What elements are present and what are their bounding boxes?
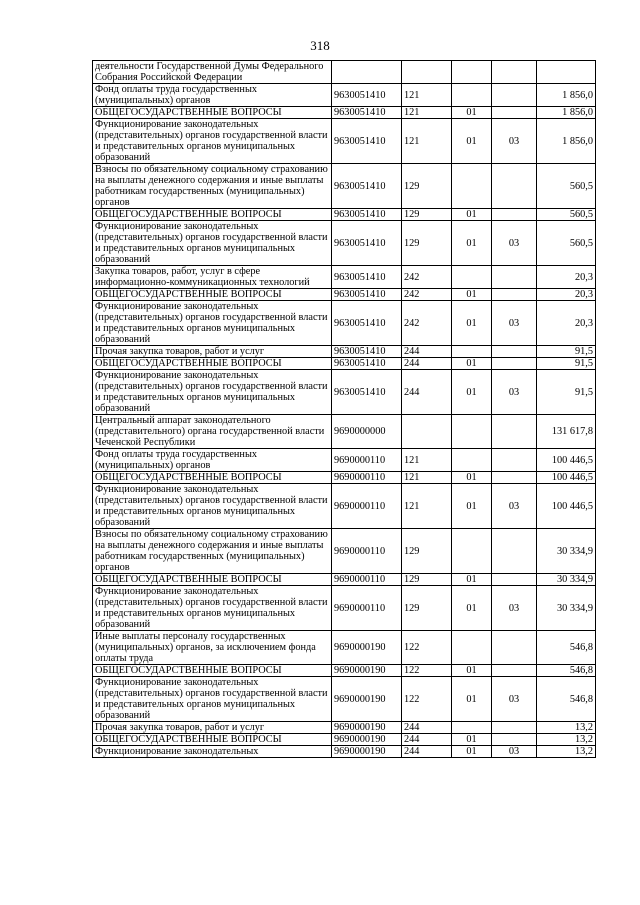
row-expense-type-cell: 129: [402, 529, 452, 574]
row-amount-cell: 13,2: [537, 746, 596, 758]
table-row: [93, 415, 596, 449]
row-name-cell: Фонд оплаты труда государственных (муниципальных) органов: [93, 84, 332, 107]
row-expense-type-cell: 129: [402, 221, 452, 266]
row-amount-cell: 91,5: [537, 346, 596, 358]
row-name-cell: ОБЩЕГОСУДАРСТВЕННЫЕ ВОПРОСЫ: [93, 734, 332, 746]
row-expense-type-cell: 121: [402, 484, 452, 529]
table-row: [93, 574, 596, 586]
row-amount-cell: 30 334,9: [537, 586, 596, 631]
row-name-cell: Функционирование законодательных (представительных) органов государственной власти и представительных органов муниципальных образований: [93, 586, 332, 631]
row-expense-type-cell: [402, 61, 452, 84]
row-section-cell: 01: [452, 484, 492, 529]
row-section-cell: 01: [452, 107, 492, 119]
row-expense-type-cell: 121: [402, 84, 452, 107]
row-name-cell: Закупка товаров, работ, услуг в сфере информационно-коммуникационных технологий: [93, 266, 332, 289]
row-section-cell: 01: [452, 574, 492, 586]
row-code-cell: 9630051410: [332, 346, 402, 358]
budget-table-body: [93, 61, 596, 758]
row-name-cell: ОБЩЕГОСУДАРСТВЕННЫЕ ВОПРОСЫ: [93, 289, 332, 301]
table-row: [93, 665, 596, 677]
table-row: [93, 61, 596, 84]
row-amount-cell: 91,5: [537, 370, 596, 415]
table-row: [93, 529, 596, 574]
row-section-cell: [452, 346, 492, 358]
row-name-cell: Функционирование законодательных: [93, 746, 332, 758]
row-subsection-cell: [492, 84, 537, 107]
row-name-cell: ОБЩЕГОСУДАРСТВЕННЫЕ ВОПРОСЫ: [93, 107, 332, 119]
row-subsection-cell: [492, 266, 537, 289]
row-code-cell: 9690000190: [332, 746, 402, 758]
table-row: [93, 266, 596, 289]
row-code-cell: 9630051410: [332, 301, 402, 346]
table-row: [93, 221, 596, 266]
row-section-cell: 01: [452, 289, 492, 301]
row-name-cell: Иные выплаты персоналу государственных (муниципальных) органов, за исключением фонда оплаты труда: [93, 631, 332, 665]
row-amount-cell: 91,5: [537, 358, 596, 370]
row-section-cell: [452, 449, 492, 472]
row-section-cell: 01: [452, 677, 492, 722]
row-amount-cell: 30 334,9: [537, 529, 596, 574]
row-name-cell: Функционирование законодательных (представительных) органов государственной власти и представительных органов муниципальных образований: [93, 484, 332, 529]
row-section-cell: 01: [452, 119, 492, 164]
row-code-cell: 9690000190: [332, 722, 402, 734]
row-expense-type-cell: 242: [402, 266, 452, 289]
row-section-cell: [452, 61, 492, 84]
table-row: [93, 209, 596, 221]
row-expense-type-cell: 121: [402, 472, 452, 484]
row-name-cell: ОБЩЕГОСУДАРСТВЕННЫЕ ВОПРОСЫ: [93, 574, 332, 586]
row-name-cell: Центральный аппарат законодательного (представительного) органа государственной власти Чеченской Республики: [93, 415, 332, 449]
row-expense-type-cell: 244: [402, 722, 452, 734]
row-code-cell: 9690000190: [332, 665, 402, 677]
row-code-cell: 9690000110: [332, 484, 402, 529]
table-row: [93, 472, 596, 484]
row-code-cell: 9690000190: [332, 734, 402, 746]
row-amount-cell: 20,3: [537, 289, 596, 301]
table-row: [93, 449, 596, 472]
row-amount-cell: 20,3: [537, 266, 596, 289]
row-expense-type-cell: 129: [402, 209, 452, 221]
row-section-cell: 01: [452, 301, 492, 346]
row-subsection-cell: [492, 734, 537, 746]
row-code-cell: 9630051410: [332, 119, 402, 164]
row-subsection-cell: [492, 164, 537, 209]
row-subsection-cell: [492, 574, 537, 586]
row-code-cell: 9690000190: [332, 677, 402, 722]
row-code-cell: 9630051410: [332, 107, 402, 119]
table-row: [93, 734, 596, 746]
row-name-cell: Взносы по обязательному социальному страхованию на выплаты денежного содержания и иные выплаты работникам государственных (муниципальных) органов: [93, 164, 332, 209]
row-code-cell: 9630051410: [332, 84, 402, 107]
row-section-cell: [452, 415, 492, 449]
row-amount-cell: 546,8: [537, 631, 596, 665]
row-amount-cell: 560,5: [537, 221, 596, 266]
row-subsection-cell: [492, 346, 537, 358]
row-section-cell: [452, 722, 492, 734]
row-section-cell: 01: [452, 221, 492, 266]
row-code-cell: 9630051410: [332, 164, 402, 209]
row-subsection-cell: 03: [492, 370, 537, 415]
table-row: [93, 484, 596, 529]
row-name-cell: Фонд оплаты труда государственных (муниципальных) органов: [93, 449, 332, 472]
row-name-cell: Прочая закупка товаров, работ и услуг: [93, 346, 332, 358]
row-subsection-cell: [492, 289, 537, 301]
row-section-cell: 01: [452, 358, 492, 370]
row-section-cell: 01: [452, 472, 492, 484]
row-amount-cell: 13,2: [537, 722, 596, 734]
row-amount-cell: [537, 61, 596, 84]
row-code-cell: 9690000190: [332, 631, 402, 665]
table-row: [93, 107, 596, 119]
row-amount-cell: 1 856,0: [537, 119, 596, 164]
table-row: [93, 586, 596, 631]
row-code-cell: 9690000110: [332, 529, 402, 574]
row-code-cell: 9630051410: [332, 370, 402, 415]
table-row: [93, 677, 596, 722]
row-section-cell: [452, 631, 492, 665]
row-subsection-cell: 03: [492, 746, 537, 758]
row-amount-cell: 100 446,5: [537, 484, 596, 529]
row-expense-type-cell: 129: [402, 574, 452, 586]
row-amount-cell: 100 446,5: [537, 449, 596, 472]
row-amount-cell: 20,3: [537, 301, 596, 346]
row-amount-cell: 13,2: [537, 734, 596, 746]
row-subsection-cell: [492, 358, 537, 370]
row-name-cell: Функционирование законодательных (представительных) органов государственной власти и представительных органов муниципальных образований: [93, 119, 332, 164]
row-expense-type-cell: 244: [402, 346, 452, 358]
row-amount-cell: 131 617,8: [537, 415, 596, 449]
row-subsection-cell: [492, 631, 537, 665]
row-subsection-cell: [492, 209, 537, 221]
row-expense-type-cell: 129: [402, 586, 452, 631]
row-expense-type-cell: 244: [402, 746, 452, 758]
table-row: [93, 722, 596, 734]
row-name-cell: Функционирование законодательных (представительных) органов государственной власти и представительных органов муниципальных образований: [93, 301, 332, 346]
row-name-cell: Функционирование законодательных (представительных) органов государственной власти и представительных органов муниципальных образований: [93, 370, 332, 415]
table-row: [93, 164, 596, 209]
row-subsection-cell: 03: [492, 586, 537, 631]
row-section-cell: 01: [452, 586, 492, 631]
row-subsection-cell: [492, 722, 537, 734]
row-code-cell: 9690000110: [332, 586, 402, 631]
row-code-cell: 9630051410: [332, 221, 402, 266]
row-expense-type-cell: 122: [402, 631, 452, 665]
row-code-cell: 9690000110: [332, 449, 402, 472]
row-subsection-cell: [492, 665, 537, 677]
row-code-cell: 9690000110: [332, 574, 402, 586]
row-expense-type-cell: 122: [402, 665, 452, 677]
row-name-cell: Прочая закупка товаров, работ и услуг: [93, 722, 332, 734]
row-name-cell: деятельности Государственной Думы Федерального Собрания Российской Федерации: [93, 61, 332, 84]
row-amount-cell: 1 856,0: [537, 84, 596, 107]
row-subsection-cell: 03: [492, 119, 537, 164]
table-row: [93, 84, 596, 107]
row-code-cell: 9690000000: [332, 415, 402, 449]
row-amount-cell: 546,8: [537, 677, 596, 722]
row-expense-type-cell: 244: [402, 358, 452, 370]
row-subsection-cell: [492, 529, 537, 574]
row-expense-type-cell: 244: [402, 734, 452, 746]
row-section-cell: 01: [452, 746, 492, 758]
row-name-cell: Взносы по обязательному социальному страхованию на выплаты денежного содержания и иные выплаты работникам государственных (муниципальных) органов: [93, 529, 332, 574]
row-expense-type-cell: 121: [402, 119, 452, 164]
row-name-cell: ОБЩЕГОСУДАРСТВЕННЫЕ ВОПРОСЫ: [93, 472, 332, 484]
row-expense-type-cell: [402, 415, 452, 449]
budget-table: [92, 60, 596, 758]
row-expense-type-cell: 121: [402, 107, 452, 119]
row-code-cell: 9630051410: [332, 209, 402, 221]
row-section-cell: [452, 84, 492, 107]
row-amount-cell: 560,5: [537, 164, 596, 209]
table-row: [93, 301, 596, 346]
row-code-cell: 9690000110: [332, 472, 402, 484]
row-amount-cell: 546,8: [537, 665, 596, 677]
row-subsection-cell: 03: [492, 221, 537, 266]
row-section-cell: 01: [452, 734, 492, 746]
row-amount-cell: 1 856,0: [537, 107, 596, 119]
row-name-cell: Функционирование законодательных (представительных) органов государственной власти и представительных органов муниципальных образований: [93, 677, 332, 722]
row-section-cell: 01: [452, 665, 492, 677]
table-row: [93, 119, 596, 164]
row-code-cell: 9630051410: [332, 289, 402, 301]
row-subsection-cell: 03: [492, 301, 537, 346]
table-row: [93, 358, 596, 370]
row-section-cell: [452, 529, 492, 574]
table-row: [93, 346, 596, 358]
row-amount-cell: 100 446,5: [537, 472, 596, 484]
row-section-cell: 01: [452, 370, 492, 415]
row-subsection-cell: 03: [492, 484, 537, 529]
row-code-cell: 9630051410: [332, 266, 402, 289]
row-name-cell: Функционирование законодательных (представительных) органов государственной власти и представительных органов муниципальных образований: [93, 221, 332, 266]
row-subsection-cell: [492, 415, 537, 449]
row-amount-cell: 30 334,9: [537, 574, 596, 586]
row-expense-type-cell: 242: [402, 301, 452, 346]
row-expense-type-cell: 122: [402, 677, 452, 722]
table-row: [93, 631, 596, 665]
row-subsection-cell: [492, 61, 537, 84]
row-expense-type-cell: 121: [402, 449, 452, 472]
row-subsection-cell: [492, 472, 537, 484]
row-name-cell: ОБЩЕГОСУДАРСТВЕННЫЕ ВОПРОСЫ: [93, 665, 332, 677]
row-code-cell: 9630051410: [332, 358, 402, 370]
table-row: [93, 289, 596, 301]
row-section-cell: [452, 164, 492, 209]
table-row: [93, 746, 596, 758]
row-subsection-cell: [492, 107, 537, 119]
row-expense-type-cell: 244: [402, 370, 452, 415]
row-expense-type-cell: 129: [402, 164, 452, 209]
page-number: 318: [310, 38, 330, 53]
table-row: [93, 370, 596, 415]
row-code-cell: [332, 61, 402, 84]
row-name-cell: ОБЩЕГОСУДАРСТВЕННЫЕ ВОПРОСЫ: [93, 358, 332, 370]
row-name-cell: ОБЩЕГОСУДАРСТВЕННЫЕ ВОПРОСЫ: [93, 209, 332, 221]
row-amount-cell: 560,5: [537, 209, 596, 221]
row-section-cell: 01: [452, 209, 492, 221]
row-section-cell: [452, 266, 492, 289]
row-subsection-cell: 03: [492, 677, 537, 722]
row-expense-type-cell: 242: [402, 289, 452, 301]
row-subsection-cell: [492, 449, 537, 472]
